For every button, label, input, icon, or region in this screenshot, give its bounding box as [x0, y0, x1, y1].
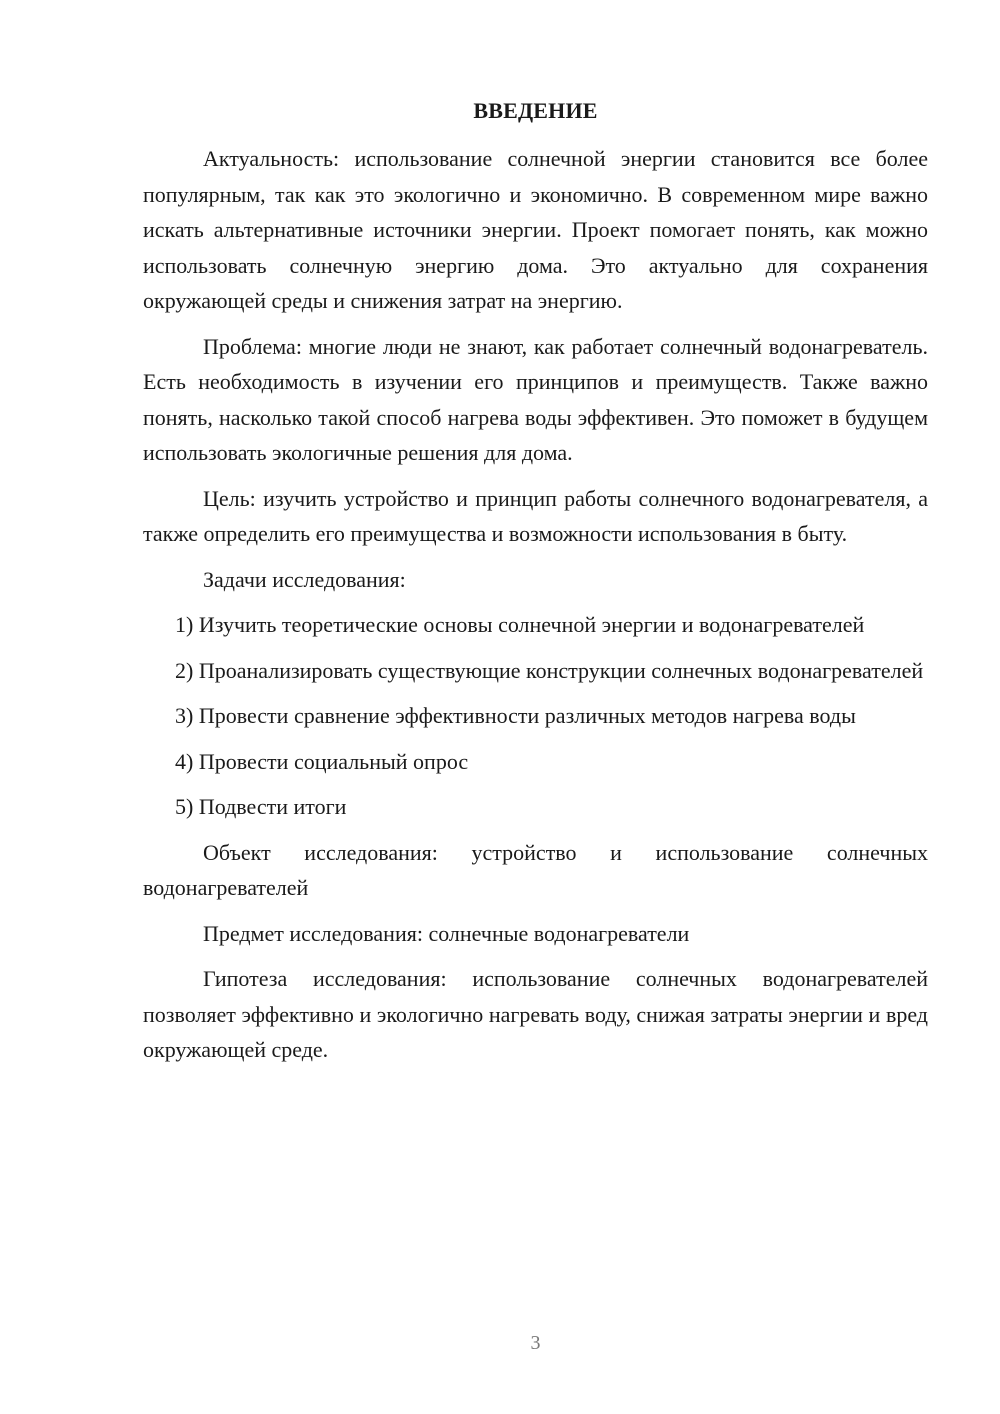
paragraph-problem: Проблема: многие люди не знают, как работает солнечный водонагреватель. Есть необходимость в изучении его принципов и преимуществ. Также важно понять, насколько такой способ нагрева воды эффективен. Это поможет в будущем использовать экологичные решения для дома.: [143, 333, 928, 465]
task-item-3: 3) Провести сравнение эффективности различных методов нагрева воды: [175, 703, 856, 728]
task-item-2: 2) Проанализировать существующие конструкции солнечных водонагревателей: [175, 657, 924, 683]
paragraph-relevance: Актуальность: использование солнечной энергии становится все более популярным, так как это экологично и экономично. В современном мире важно искать альтернативные источники энергии. Проект помогает понять, как можно использовать солнечную энергию дома. Это актуально для сохранения окружающей среды и снижения затрат на энергию.: [143, 146, 928, 313]
paragraph-object: Объект исследования: устройство и использование солнечных водонагревателей: [143, 839, 928, 900]
paragraph-subject: Предмет исследования: солнечные водонагреватели: [203, 920, 690, 946]
task-item-1: 1) Изучить теоретические основы солнечной энергии и водонагревателей: [175, 612, 865, 637]
document-body: [143, 141, 928, 1078]
page-title: ВВЕДЕНИЕ: [473, 98, 598, 123]
page-number: 3: [530, 1332, 541, 1354]
paragraph-hypothesis: Гипотеза исследования: использование солнечных водонагревателей позволяет эффективно и экологично нагревать воду, снижая затраты энергии и вред окружающей среде.: [143, 966, 928, 1062]
document-page: [143, 0, 928, 1414]
paragraph-tasks-heading: Задачи исследования:: [203, 566, 406, 592]
task-item-5: 5) Подвести итоги: [175, 794, 347, 819]
task-item-4: 4) Провести социальный опрос: [175, 748, 469, 774]
paragraph-goal: Цель: изучить устройство и принцип работы солнечного водонагревателя, а также определить его преимущества и возможности использования в быту.: [143, 485, 928, 546]
